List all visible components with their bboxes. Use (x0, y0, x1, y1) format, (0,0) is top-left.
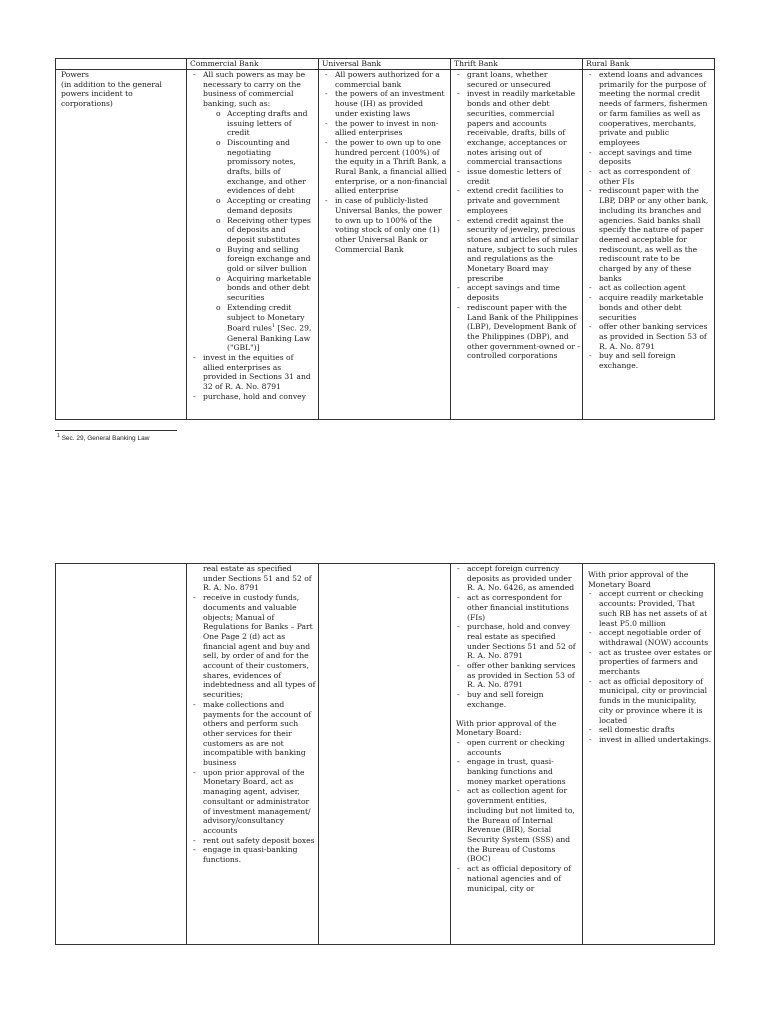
list-item: - grant loans, whether secured or unsecured (467, 70, 580, 89)
list-item: - engage in quasi-banking functions. (203, 845, 316, 864)
commercial-bank-cell (187, 564, 319, 945)
list-item: - extend loans and advances primarily for the purpose of meeting the normal credit needs of farmers, fishermen or farm families as well as cooperatives, merchants, private and public employees (599, 70, 712, 148)
thrift-powers-list (453, 70, 580, 361)
thrift-bank-cell (451, 564, 583, 945)
universal-powers-list (321, 70, 448, 254)
list-item: - accept foreign currency deposits as provided under R. A. No. 6426, as amended (467, 564, 580, 593)
list-item: - the powers of an investment house (IH) as provided under existing laws (335, 89, 448, 118)
thrift-powers-list (453, 564, 580, 710)
list-item: - purchase, hold and convey real estate as specified under Sections 51 and 52 of R. A. No. 8791 (467, 622, 580, 661)
list-item: o Accepting drafts and issuing letters of credit (227, 109, 316, 138)
bank-powers-table-continued (55, 563, 715, 945)
commercial-powers-list (189, 70, 316, 401)
commercial-sub-list (203, 109, 316, 353)
rural-approval-list (585, 589, 712, 744)
list-item: - accept current or checking accounts: Provided, That such RB has net assets of at least P5.0 million (599, 589, 712, 628)
powers-row-continued (56, 564, 715, 945)
list-item: - accept negotiable order of withdrawal (NOW) accounts (599, 628, 712, 647)
rural-approval-heading: With prior approval of the Monetary Board (588, 570, 689, 589)
list-item: - the power to invest in non-allied enterprises (335, 119, 448, 138)
footnote-reference[interactable]: 1 (271, 323, 276, 330)
list-item: - invest in the equities of allied enterprises as provided in Sections 31 and 32 of R. A. No. 8791 (203, 353, 316, 392)
list-item: - act as correspondent of other FIs (599, 167, 712, 186)
list-item: - All such powers as may be necessary to carry on the business of commercial banking, such as: o Accepting drafts and issuing letters of credit o Discounting and negotiating promissory notes, drafts, bills of exchange, and other evidences of debt o Accepting or creating demand deposits o Receiving other types of deposits and deposit substitutes o Buying and selling foreign exchange and gold or silver bullion o Acquiring marketable bonds and other debt securities o Extending credit subject to Monetary Board rules$^1$ [Sec. 29, General Banking Law ("GBL")] (203, 70, 316, 353)
list-item: - act as official depository of national agencies and of municipal, city or (467, 864, 580, 893)
list-item: - act as official depository of municipal, city or provincial funds in the municipality, city or province where it is located (599, 677, 712, 726)
list-item: o Receiving other types of deposits and deposit substitutes (227, 216, 316, 245)
list-item: - offer other banking services as provided in Section 53 of R. A. No. 8791 (467, 661, 580, 690)
list-item: - buy and sell foreign exchange. (467, 690, 580, 709)
commercial-bank-cell (187, 70, 319, 420)
list-item: - invest in readily marketable bonds and other debt securities, commercial papers and accounts receivable, drafts, bills of exchange, acceptances or notes arising out of commercial transactions (467, 89, 580, 167)
list-item: - rediscount paper with the LBP, DBP or any other bank, including its branches and agencies. Said banks shall specify the nature of paper deemed acceptable for rediscount, as well as the rediscount rate to be charged by any of these banks (599, 186, 712, 283)
thrift-bank-cell (451, 70, 583, 420)
bank-powers-table (55, 58, 715, 420)
powers-label-cell (56, 564, 187, 945)
list-item: o Extending credit subject to Monetary Board rules$^1$ [Sec. 29, General Banking Law ("GBL")] (227, 303, 316, 353)
powers-label-cell (56, 70, 187, 420)
list-item: - act as correspondent for other financial institutions (FIs) (467, 593, 580, 622)
list-item: - sell domestic drafts (599, 725, 712, 735)
list-item: - the power to own up to one hundred percent (100%) of the equity in a Thrift Bank, a Rural Bank, a financial allied enterprise, or a non-financial allied enterprise (335, 138, 448, 196)
header-commercial-bank: Commercial Bank (187, 59, 319, 70)
list-item: - buy and sell foreign exchange. (599, 351, 712, 370)
table-header-row (56, 59, 715, 70)
list-item: - rent out safety deposit boxes (203, 836, 316, 846)
powers-note: (in addition to the general powers incident to corporations) (61, 79, 162, 109)
list-item-continuation: real estate as specified under Sections 51 and 52 of R. A. No. 8791 (203, 564, 312, 593)
list-item: - engage in trust, quasi-banking functions and money market operations (467, 757, 580, 786)
list-item: o Discounting and negotiating promissory notes, drafts, bills of exchange, and other evidences of debt (227, 138, 316, 196)
list-item: - act as collection agent (599, 283, 712, 293)
list-item: o Accepting or creating demand deposits (227, 196, 316, 215)
list-item: - purchase, hold and convey (203, 392, 316, 402)
list-item: - acquire readily marketable bonds and other debt securities (599, 293, 712, 322)
header-blank (56, 59, 187, 70)
list-item: - act as trustee over estates or properties of farmers and merchants (599, 648, 712, 677)
footnote (57, 433, 149, 442)
list-item: - accept savings and time deposits (599, 148, 712, 167)
header-thrift-bank: Thrift Bank (451, 59, 583, 70)
list-item: - in case of publicly-listed Universal Banks, the power to own up to 100% of the voting stock of only one (1) other Universal Bank or Commercial Bank (335, 196, 448, 254)
list-item: - extend credit against the security of jewelry, precious stones and articles of similar nature, subject to such rules and regulations as the Monetary Board may prescribe (467, 216, 580, 284)
list-item: - act as collection agent for government entities, including but not limited to, the Bureau of Internal Revenue (BIR), Social Security System (SSS) and the Bureau of Customs (BOC) (467, 786, 580, 864)
rural-bank-cell (583, 70, 715, 420)
list-item: - rediscount paper with the Land Bank of the Philippines (LBP), Development Bank of the Philippines (DBP), and other government-owned or -controlled corporations (467, 303, 580, 361)
list-item: - accept savings and time deposits (467, 283, 580, 302)
footnote-divider (55, 430, 177, 431)
rural-powers-list (585, 70, 712, 371)
list-item: - invest in allied undertakings. (599, 735, 712, 745)
footnote-mark: 1 (57, 433, 60, 439)
powers-label: Powers (61, 70, 89, 79)
list-item: - issue domestic letters of credit (467, 167, 580, 186)
list-item: - offer other banking services as provided in Section 53 of R. A. No. 8791 (599, 322, 712, 351)
powers-row (56, 70, 715, 420)
header-universal-bank: Universal Bank (319, 59, 451, 70)
list-item: o Acquiring marketable bonds and other debt securities (227, 274, 316, 303)
thrift-approval-list (453, 738, 580, 893)
header-rural-bank: Rural Bank (583, 59, 715, 70)
commercial-powers-list (189, 564, 316, 865)
list-item: - upon prior approval of the Monetary Board, act as managing agent, adviser, consultant or administrator of investment management/ advisory/consultancy accounts (203, 768, 316, 836)
list-item: o Buying and selling foreign exchange and gold or silver bullion (227, 245, 316, 274)
list-item: - open current or checking accounts (467, 738, 580, 757)
universal-bank-cell (319, 70, 451, 420)
list-item: - extend credit facilities to private and government employees (467, 186, 580, 215)
list-item: - make collections and payments for the account of others and perform such other services for their customers as are not incompatible with banking business (203, 700, 316, 768)
rural-bank-cell (583, 564, 715, 945)
list-item: - All powers authorized for a commercial bank (335, 70, 448, 89)
list-item: - receive in custody funds, documents and valuable objects; Manual of Regulations for Banks – Part One Page 2 (d) act as financial agent and buy and sell, by order of and for the account of their customers, shares, evidences of indebtedness and all types of securities; (203, 593, 316, 700)
universal-bank-cell (319, 564, 451, 945)
thrift-approval-heading: With prior approval of the Monetary Board: (456, 718, 557, 738)
footnote-text: Sec. 29, General Banking Law (59, 435, 150, 443)
